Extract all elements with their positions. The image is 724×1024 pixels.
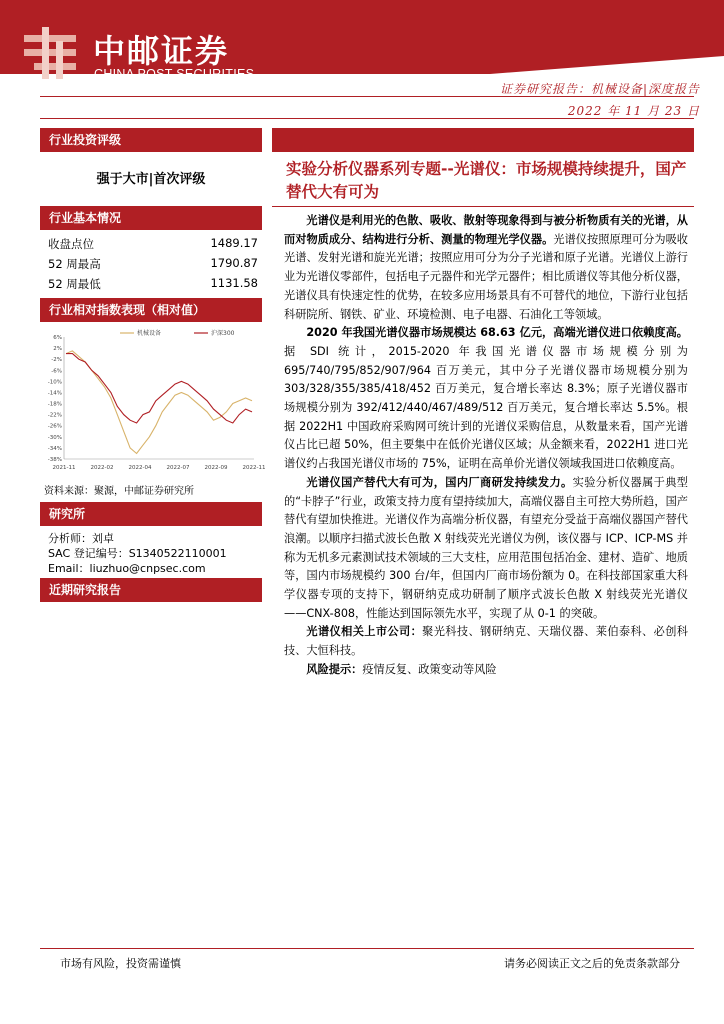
y-tick-label: -30%: [47, 434, 62, 441]
industry-rating: 强于大市|首次评级: [96, 172, 206, 187]
legend-label: 沪深300: [211, 330, 235, 337]
brand-name-en: CHINA POST SECURITIES: [94, 67, 255, 81]
paragraph-lead: 光谱仪国产替代大有可为，国内厂商研发持续发力。: [306, 475, 573, 489]
paragraph-text: 据 SDI 统计，2015-2020 年我国光谱仪器市场规模分别为 695/740/795/852/907/964 百万美元，其中分子光谱仪器市场规模分别为 303/328/355/385/418/452 百万美元，复合增长率达 8.3%；原子光谱仪器市场规模分别为 392/412/440/467/489/512 百万美元，复合增长率达 5.5%。根据 2022H1 中国政府采购网可统计到的光谱仪采购信息，从数量来看，国产光谱仪占比已超 50%，但主要集中在低价光谱仪区域；从金额来看，2022H1 进口光谱仪约占我国光谱仪市场的 75%，证明在高单价光谱仪领域我国进口依赖度高。: [284, 344, 688, 471]
x-tick-label: 2022-07: [166, 465, 190, 471]
rating-section-header: 行业投资评级: [40, 128, 262, 152]
title-divider: [272, 206, 694, 207]
legend-label: 机械设备: [137, 330, 162, 337]
basic-info-row: [48, 256, 258, 272]
x-tick-label: 2022-09: [204, 465, 228, 471]
y-tick-label: -22%: [47, 412, 62, 419]
y-tick-label: -14%: [47, 390, 62, 397]
brand-name-cn: 中邮证券: [93, 32, 230, 70]
basic-info-row: [48, 276, 258, 292]
report-date: 2022 年 11 月 23 日: [567, 104, 700, 118]
chart-source: 资料来源：聚源，中邮证券研究所: [44, 486, 194, 497]
paragraph-lead: 风险提示：: [306, 662, 363, 676]
analyst-sac-number: SAC 登记编号：S1340522110001: [48, 547, 227, 560]
y-tick-label: -2%: [51, 357, 62, 364]
paragraph: [284, 623, 688, 660]
y-tick-label: -26%: [47, 423, 62, 430]
basic-info-label: 52 周最低: [48, 277, 101, 291]
header-divider: [40, 118, 694, 119]
footer-divider: [40, 948, 694, 949]
relative-performance-chart: [40, 325, 266, 475]
y-tick-label: 2%: [53, 346, 62, 353]
x-tick-label: 2021-11: [52, 465, 76, 471]
recent-reports-section-header: 近期研究报告: [40, 578, 262, 602]
series-line-machinery: [66, 351, 252, 454]
footer-disclaimer: 请务必阅读正文之后的免责条款部分: [504, 957, 680, 970]
performance-section-header: 行业相对指数表现（相对值）: [40, 298, 262, 322]
report-body: [284, 212, 688, 680]
x-tick-label: 2022-04: [128, 465, 152, 471]
y-tick-label: -38%: [47, 457, 62, 463]
research-section-header: 研究所: [40, 502, 262, 526]
basic-info-label: 52 周最高: [48, 257, 101, 271]
analyst-email[interactable]: Email：liuzhuo@cnpsec.com: [48, 562, 206, 575]
y-tick-label: -18%: [47, 401, 62, 408]
paragraph-text: 实验分析仪器属于典型的“卡脖子”行业，政策支持力度有望持续加大，高端仪器自主可控大势所趋，国产替代有望加快推进。光谱仪作为高端分析仪器，有望充分受益于高端仪器国产替代浪潮。以顺序扫描式波长色散 X 射线荧光光谱仪为例，该仪器与 ICP、ICP-MS 并称为无机多元素测试技术领域的三大支柱，应用范围包括冶金、建材、造矿、地质等，国内市场规模约 300 台/年，但国内厂商市场份额为 0。在科技部国家重大科学仪器专项的支持下，钢研纳克成功研制了顺序式波长色散 X 射线荧光光谱仪——CNX-808，性能达到国际领先水平，实现了从 0-1 的突破。: [284, 475, 688, 620]
paragraph-lead: 光谱仪相关上市公司：: [306, 625, 423, 639]
paragraph-text: 光谱仪按照原理可分为吸收光谱、发射光谱和旋光光谱；按照应用可分为分子光谱和原子光谱。光谱仪上游行业为光谱仪零部件，包括电子元器件和光学元器件；相比质谱仪等其他分析仪器，光谱仪具有快速定性的优势，在较多应用场景具有不可替代的地位，下游行业包括科研院所、钢铁、矿业、环境检测、电子电器、石油化工等领域。: [284, 232, 688, 321]
paragraph-lead: 2020 年我国光谱仪器市场规模达 68.63 亿元，高端光谱仪进口依赖度高。: [306, 326, 688, 340]
paragraph: [284, 212, 688, 324]
y-tick-label: 6%: [53, 335, 62, 341]
y-tick-label: -6%: [51, 368, 62, 375]
basic-info-label: 收盘点位: [48, 237, 94, 251]
paragraph-lead: 光谱仪是利用光的色散、吸收、散射等现象得到与被分析物质有关的光谱，从而对物质成分、结构进行分析、测量的物理光学仪器。: [284, 214, 688, 246]
analyst-name: 分析师：刘卓: [48, 532, 114, 545]
basic-info-value: 1489.17: [210, 236, 258, 250]
title-banner: [272, 128, 694, 152]
paragraph: [284, 324, 688, 474]
y-tick-label: -10%: [47, 379, 62, 386]
series-line-csi300: [66, 354, 252, 423]
x-tick-label: 2022-11: [242, 465, 266, 471]
paragraph-text: 疫情反复、政策变动等风险: [362, 662, 497, 676]
report-title: 实验分析仪器系列专题--光谱仪：市场规模持续提升，国产替代大有可为: [286, 160, 687, 201]
x-tick-label: 2022-02: [90, 465, 114, 471]
basic-info-value: 1131.58: [210, 276, 258, 290]
basic-info-row: [48, 236, 258, 252]
y-tick-label: -34%: [47, 445, 62, 452]
header-divider: [40, 96, 694, 97]
basic-info-value: 1790.87: [210, 256, 258, 270]
china-post-logo-icon: [22, 27, 78, 83]
footer-risk-note: 市场有风险，投资需谨慎: [60, 957, 181, 970]
paragraph-text: 聚光科技、钢研纳克、天瑞仪器、莱伯泰科、必创科技、大恒科技。: [284, 625, 688, 658]
paragraph: [284, 661, 688, 680]
paragraph: [284, 474, 688, 624]
basic-info-section-header: 行业基本情况: [40, 206, 262, 230]
report-type: 证券研究报告：机械设备|深度报告: [499, 82, 700, 96]
